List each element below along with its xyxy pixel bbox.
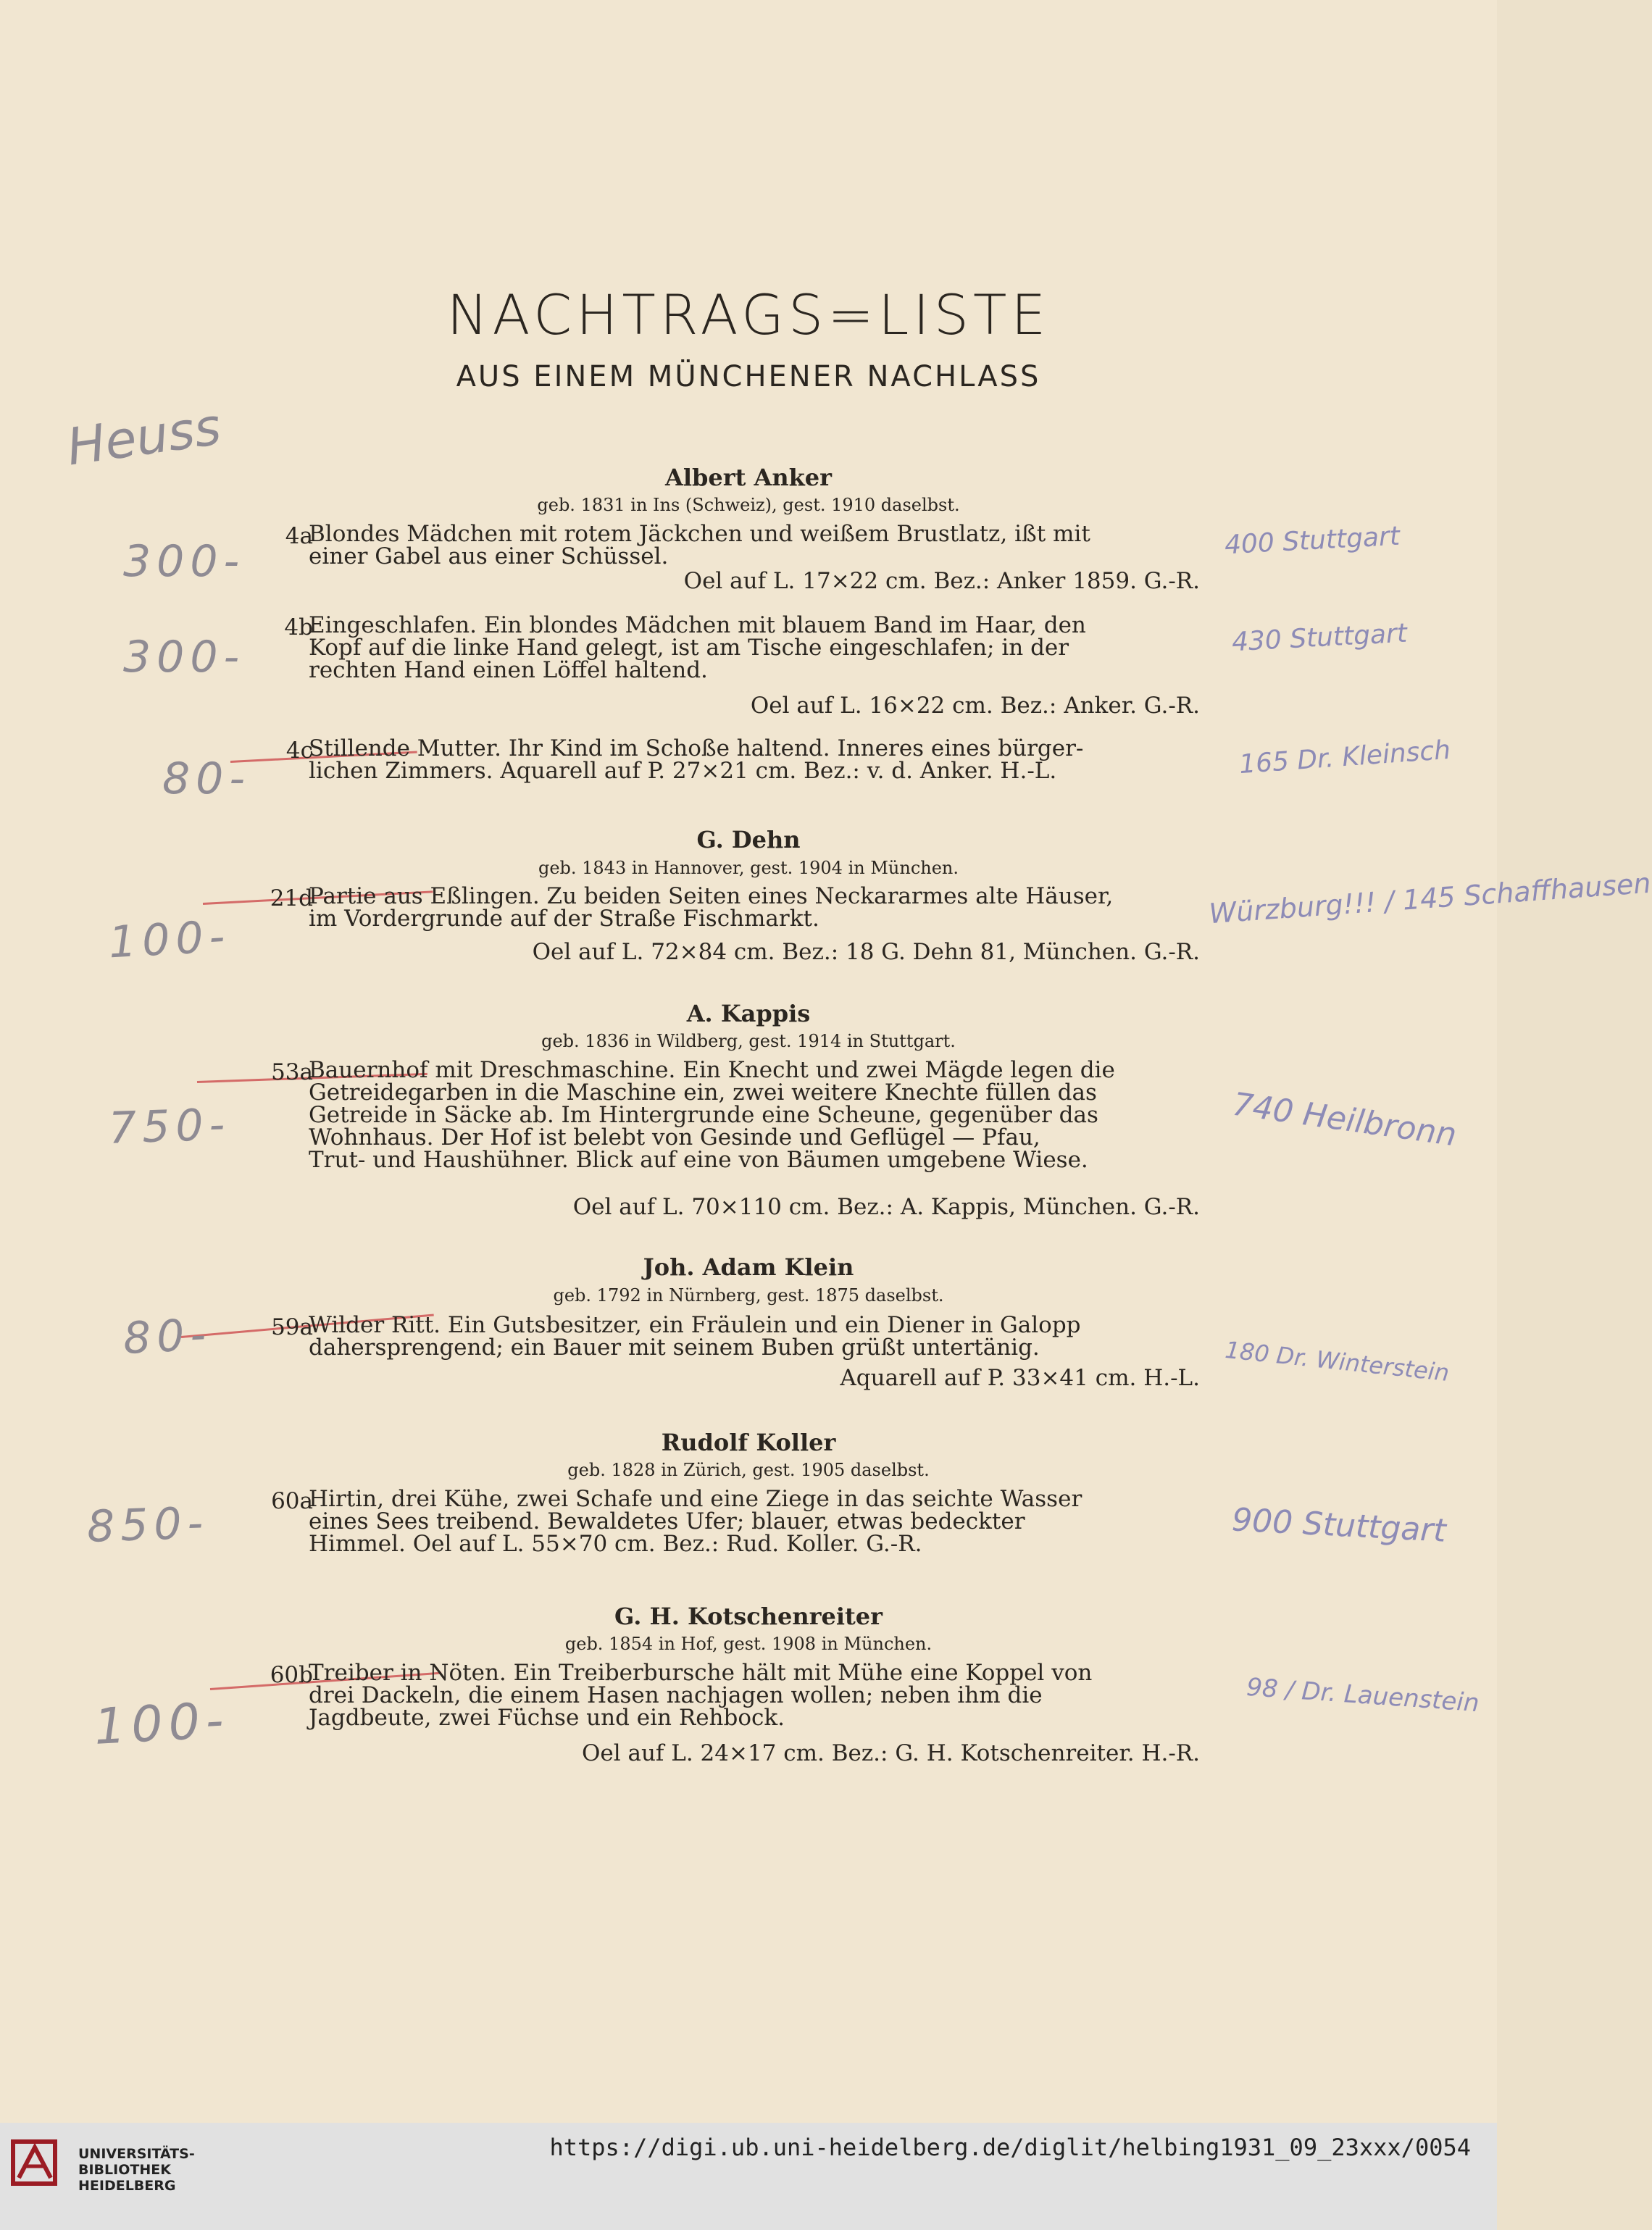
lot-description: Wilder Ritt. Ein Gutsbesitzer, ein Fräulein und ein Diener in Galopp dahersprengend; ein Bauer mit seinem Buben grüßt untertänig. — [309, 1312, 1081, 1361]
artist-name: G. Dehn — [696, 826, 801, 853]
lot-number: 4c — [285, 738, 313, 764]
artist-name: G. H. Kotschenreiter — [614, 1603, 883, 1630]
handwritten-name: Heuss — [63, 396, 225, 477]
library-line-1: UNIVERSITÄTS- — [78, 2146, 195, 2162]
lot-description: Stillende Mutter. Ihr Kind im Schoße haltend. Inneres eines bürger- lichen Zimmers. Aquarell auf P. 27×21 cm. Bez.: v. d. Anker. H.-L. — [309, 735, 1084, 784]
lot-technique: Oel auf L. 16×22 cm. Bez.: Anker. G.-R. — [750, 693, 1200, 719]
sale-note: 98 / Dr. Lauenstein — [1245, 1672, 1480, 1719]
lot-technique: Oel auf L. 72×84 cm. Bez.: 18 G. Dehn 81, München. G.-R. — [532, 939, 1200, 965]
library-line-2: BIBLIOTHEK — [78, 2162, 171, 2178]
lot-number: 60b — [270, 1662, 313, 1688]
lot-number: 53a — [271, 1059, 313, 1085]
sale-note: 740 Heilbronn — [1230, 1085, 1459, 1154]
artist-bio: geb. 1836 in Wildberg, gest. 1914 in Stuttgart. — [541, 1031, 956, 1051]
lot-technique: Oel auf L. 17×22 cm. Bez.: Anker 1859. G.-R. — [683, 568, 1200, 594]
estimate-price: 100- — [107, 911, 232, 969]
lot-description: Treiber in Nöten. Ein Treiberbursche hält mit Mühe eine Koppel von drei Dackeln, die einem Hasen nachjagen wollen; neben ihm die Jagdbeute, zwei Füchse und ein Rehbock. — [309, 1660, 1093, 1731]
lot-number: 21d — [270, 885, 313, 911]
artist-bio: geb. 1831 in Ins (Schweiz), gest. 1910 daselbst. — [537, 495, 960, 515]
sale-note: 400 Stuttgart — [1224, 521, 1401, 561]
artist-name: Rudolf Koller — [661, 1429, 836, 1456]
sale-note: 900 Stuttgart — [1230, 1501, 1447, 1550]
lot-technique: Oel auf L. 70×110 cm. Bez.: A. Kappis, München. G.-R. — [572, 1194, 1200, 1220]
estimate-price: 80- — [162, 753, 251, 804]
lot-number: 60a — [271, 1488, 313, 1514]
lot-number: 59a — [271, 1314, 313, 1340]
sale-note: 430 Stuttgart — [1231, 618, 1408, 658]
document-subtitle: AUS EINEM MÜNCHENER NACHLASS — [456, 360, 1041, 393]
estimate-price: 750- — [107, 1099, 232, 1154]
lot-technique: Oel auf L. 24×17 cm. Bez.: G. H. Kotschenreiter. H.-R. — [581, 1740, 1200, 1766]
artist-bio: geb. 1792 in Nürnberg, gest. 1875 daselbst. — [553, 1285, 944, 1306]
artist-name: A. Kappis — [686, 1000, 811, 1027]
estimate-price: 300- — [123, 632, 246, 682]
sale-note: 165 Dr. Kleinsch — [1238, 735, 1452, 780]
artist-bio: geb. 1843 in Hannover, gest. 1904 in München. — [538, 858, 959, 878]
document-url-link[interactable]: https://digi.ub.uni-heidelberg.de/diglit/helbing1931_09_23xxx/0054 — [549, 2134, 1471, 2161]
estimate-price: 300- — [123, 536, 246, 587]
lot-description: Hirtin, drei Kühe, zwei Schafe und eine Ziege in das seichte Wasser eines Sees treibend. Bewaldetes Ufer; blauer, etwas bedeckter Himmel. Oel auf L. 55×70 cm. Bez.: Rud. Koller. G.-R. — [309, 1486, 1082, 1557]
university-logo-icon — [13, 2137, 58, 2187]
artist-name: Joh. Adam Klein — [643, 1253, 854, 1281]
artist-name: Albert Anker — [665, 464, 832, 491]
document-title: NACHTRAGS=LISTE — [446, 283, 1051, 347]
lot-description: Bauernhof mit Dreschmaschine. Ein Knecht und zwei Mägde legen die Getreidegarben in die Maschine ein, zwei weitere Knechte füllen das Getreide in Säcke ab. Im Hintergrunde eine Scheune, gegenüber das Wohnhaus. Der Hof ist belebt von Gesinde und Geflügel — Pfau, Trut- und Haushühner. Blick auf eine von Bäumen umgebene Wiese. — [309, 1057, 1115, 1173]
lot-number: 4a — [285, 523, 313, 549]
lot-technique: Aquarell auf P. 33×41 cm. H.-L. — [840, 1365, 1200, 1391]
estimate-price: 80- — [122, 1308, 213, 1365]
lot-number: 4b — [284, 614, 313, 640]
estimate-price: 100- — [93, 1692, 231, 1756]
lot-description: Partie aus Eßlingen. Zu beiden Seiten eines Neckararmes alte Häuser, im Vordergrunde auf der Straße Fischmarkt. — [309, 883, 1114, 932]
artist-bio: geb. 1854 in Hof, gest. 1908 in München. — [564, 1634, 933, 1654]
sale-note: 180 Dr. Winterstein — [1223, 1335, 1451, 1387]
estimate-price: 850- — [85, 1498, 210, 1553]
artist-bio: geb. 1828 in Zürich, gest. 1905 daselbst. — [567, 1460, 930, 1480]
sale-note: Würzburg!!! / 145 Schaffhausen — [1208, 866, 1652, 930]
library-name — [78, 2146, 195, 2194]
lot-description: Blondes Mädchen mit rotem Jäckchen und weißem Brustlatz, ißt mit einer Gabel aus einer Schüssel. — [309, 521, 1090, 569]
lot-description: Eingeschlafen. Ein blondes Mädchen mit blauem Band im Haar, den Kopf auf die linke Hand gelegt, ist am Tische eingeschlafen; in der rechten Hand einen Löffel haltend. — [309, 612, 1086, 683]
library-line-3: HEIDELBERG — [78, 2178, 176, 2194]
